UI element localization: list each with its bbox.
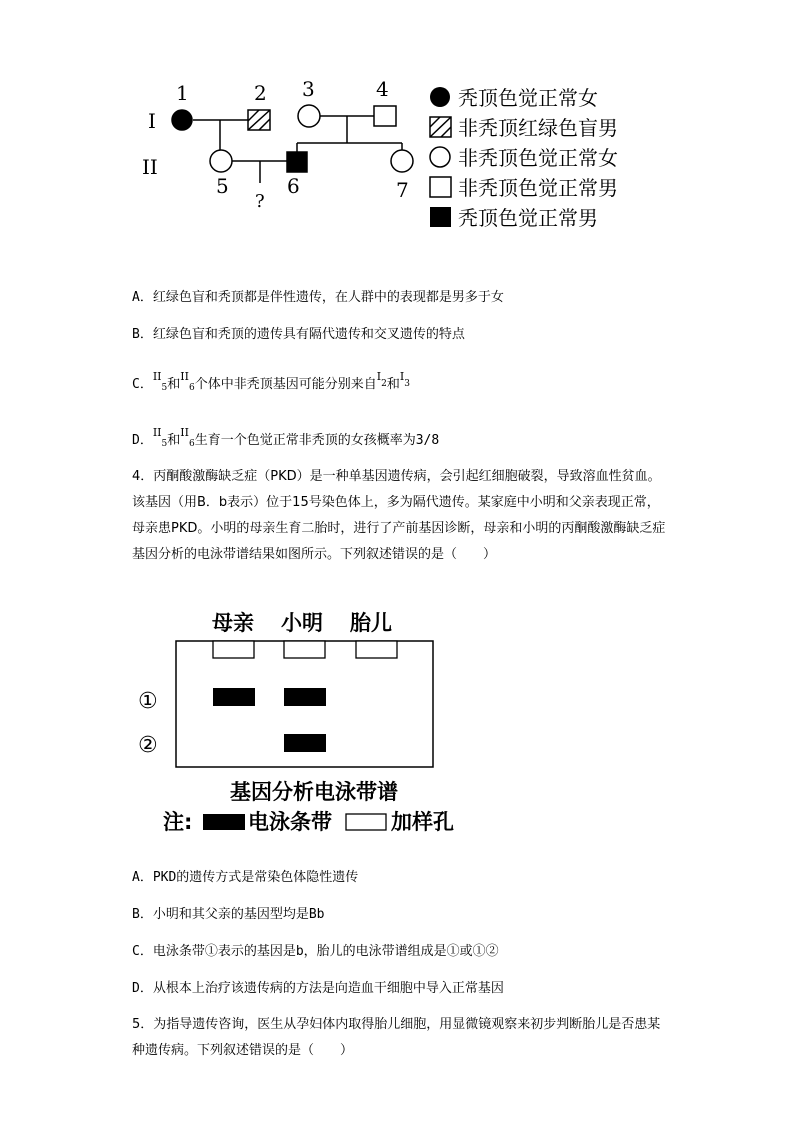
gel-note-prefix: 注: [163,810,193,834]
gel-column-xiaoming: 小明 [281,611,323,635]
q3-option-c [132,370,410,393]
gel-band-xiaoming-2 [284,734,326,752]
q3-c-sub-3: 3 [404,379,410,389]
legend-symbol-bald-female [430,87,450,107]
gel-note-band-label: 电泳条带 [248,810,332,834]
q3-c-sub-5: 5 [161,383,168,393]
individual-7-normal-female [391,150,413,172]
individual-number-3: 3 [302,77,315,101]
q4-option-a: A．PKD的遗传方式是常染色体隐性遗传 [132,870,359,885]
gel-band-mother-1 [213,688,255,706]
q3-c-mid: 个体中非秃顶基因可能分别来自 [194,377,377,392]
gel-row-label-1: ① [138,689,158,714]
gel-note-well-label: 加样孔 [391,810,454,834]
q3-d-roman-II: II [152,426,162,439]
q5-stem: 5．为指导遗传咨询，医生从孕妇体内取得胎儿细胞，用显微镜观察来初步判断胎儿是否患某种遗传病。下列叙述错误的是（ ） [132,1017,661,1058]
q3-d-and: 和 [167,433,181,448]
individual-4-normal-male [374,106,396,126]
legend-label-bald-female: 秃顶色觉正常女 [458,86,598,110]
gel-note-well-symbol [346,814,386,830]
legend-symbol-bald-male [430,207,451,227]
gel-band-xiaoming-1 [284,688,326,706]
gel-well-mother [213,641,254,658]
q3-c-roman-II-b: II [180,370,189,383]
gen-label-I: I [148,109,156,133]
q3-d-tail: 生育一个色觉正常非秃顶的女孩概率为3/8 [194,433,440,448]
electrophoresis-figure [0,600,794,845]
individual-5-normal-female [210,150,232,172]
individual-3-normal-female [298,105,320,127]
legend-symbol-normal-male [430,177,451,197]
q4-option-c: C．电泳条带①表示的基因是b，胎儿的电泳带谱组成是①或①② [132,944,499,959]
gel-row-label-2: ② [138,733,158,758]
q3-c-sub-2: 2 [381,379,387,389]
q4-option-d: D．从根本上治疗该遗传病的方法是向造血干细胞中导入正常基因 [132,981,504,996]
individual-number-2: 2 [254,81,267,105]
unknown-child-mark: ? [255,191,265,212]
legend-label-bald-male: 秃顶色觉正常男 [458,206,598,230]
legend-label-normal-male: 非秃顶色觉正常男 [458,176,618,200]
gel-note-band-symbol [203,814,245,830]
legend-label-colorblind-male: 非秃顶红绿色盲男 [458,116,618,140]
q3-d-sub-6: 6 [188,439,195,449]
q3-c-sub-6: 6 [188,383,195,393]
q3-c-and: 和 [167,377,181,392]
q3-c-roman-II: II [152,370,162,383]
q3-c-prefix: C． [132,377,153,392]
q3-d-roman-II-b: II [180,426,189,439]
individual-1-bald-female [172,110,192,130]
q3-c-and2: 和 [386,377,400,392]
q3-option-a: A．红绿色盲和秃顶都是伴性遗传，在人群中的表现都是男多于女 [132,290,504,305]
individual-number-4: 4 [376,77,389,101]
gel-column-fetus: 胎儿 [350,611,392,635]
individual-number-5: 5 [216,174,229,198]
individual-6-bald-male [287,152,307,172]
legend-symbol-normal-female [430,147,450,167]
q3-c-roman-I: I [376,370,382,383]
q3-d-prefix: D． [132,433,153,448]
individual-2-colorblind-male [248,110,270,130]
q3-option-d [132,426,440,449]
q3-c-roman-I-b: I [399,370,405,383]
individual-number-6: 6 [287,174,300,198]
gel-well-fetus [356,641,397,658]
q3-d-sub-5: 5 [161,439,168,449]
individual-number-7: 7 [396,178,409,202]
q3-option-b: B．红绿色盲和秃顶的遗传具有隔代遗传和交叉遗传的特点 [132,327,465,342]
gen-label-II: II [142,155,158,179]
legend-symbol-colorblind-male [430,117,451,137]
individual-number-1: 1 [176,81,189,105]
gel-caption: 基因分析电泳带谱 [230,780,398,804]
q4-stem: 4．丙酮酸激酶缺乏症（PKD）是一种单基因遗传病，会引起红细胞破裂，导致溶血性贫血。该基因（用B．b表示）位于15号染色体上，多为隔代遗传。某家庭中小明和父亲表现正常，母亲患PKD。小明的母亲生育二胎时，进行了产前基因诊断，母亲和小明的丙酮酸激酶缺乏症基因分析的电泳带谱结果如图所示。下列叙述错误的是（ ） [132,469,666,562]
legend-label-normal-female: 非秃顶色觉正常女 [458,146,618,170]
gel-well-xiaoming [284,641,325,658]
pedigree-figure [0,0,794,240]
q4-option-b: B．小明和其父亲的基因型均是Bb [132,907,325,922]
gel-column-mother: 母亲 [212,611,254,635]
